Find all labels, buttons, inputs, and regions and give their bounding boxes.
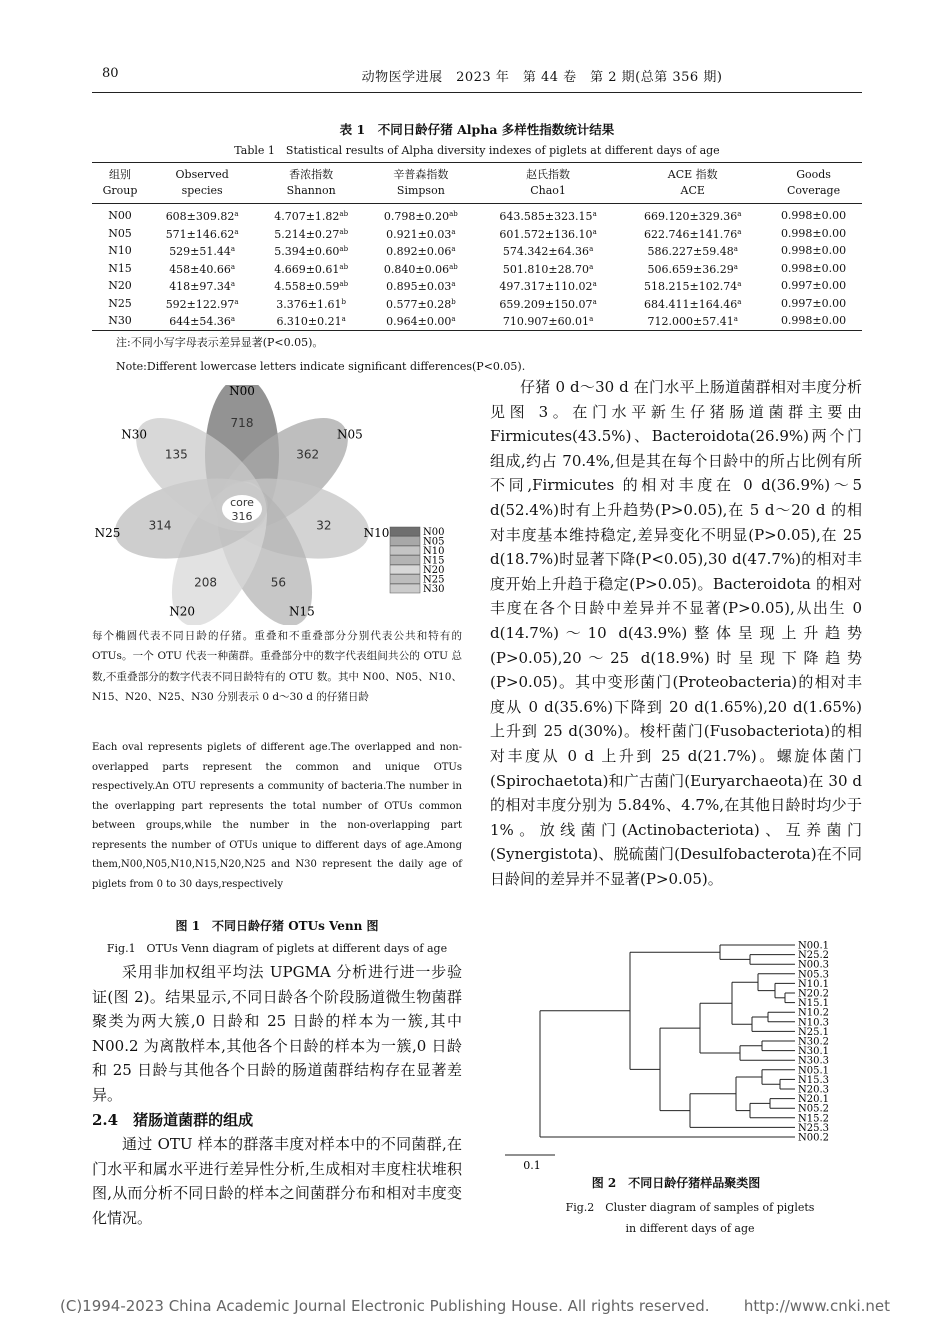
- leaf-label: N05.2: [798, 1103, 830, 1115]
- table-row: [92, 312, 862, 330]
- table-cell: 506.659±36.29$^a$: [647, 262, 738, 276]
- section-number: 2.4: [92, 1110, 119, 1129]
- table-header-6: [765, 163, 862, 204]
- leaf-label: N25.1: [798, 1026, 830, 1038]
- table-header-line: Chao1: [530, 184, 566, 197]
- leaf-label: N20.2: [798, 988, 830, 1000]
- paragraph-composition: 通过 OTU 样本的群落丰度对样本中的不同菌群,在门水平和属水平进行差异性分析,生成相对丰度柱状堆积图,从而分析不同日龄的样本之间菌群分布和相对丰度变化情况。: [92, 1135, 462, 1227]
- cnki-link[interactable]: http://www.cnki.net: [743, 1297, 890, 1315]
- leaf-label: N25.2: [798, 950, 830, 962]
- venn-group-label: N05: [337, 427, 363, 442]
- journal-info: 动物医学进展 2023 年 第 44 卷 第 2 期(总第 356 期): [361, 70, 723, 85]
- venn-unique-count: 208: [194, 575, 218, 590]
- table-cell: N30: [108, 314, 132, 327]
- table1-note-cn: 注:不同小写字母表示差异显著(P<0.05)。: [116, 336, 324, 349]
- table-row: [92, 295, 862, 313]
- legend-swatch: [390, 527, 420, 536]
- section-heading: [92, 1108, 462, 1133]
- legend-swatch: [390, 537, 420, 546]
- table-cell: 0.895±0.03$^a$: [386, 280, 456, 293]
- table1-title-cn: 表 1 不同日龄仔猪 Alpha 多样性指数统计结果: [339, 122, 615, 137]
- table1-note-en: Note:Different lowercase letters indicate significant differences(P<0.05).: [116, 360, 526, 373]
- scale-label: 0.1: [523, 1159, 541, 1172]
- venn-group-label: N20: [169, 604, 196, 619]
- table-cell: 0.892±0.06$^a$: [386, 245, 456, 258]
- table-cell: 5.214±0.27$^{ab}$: [274, 227, 349, 241]
- venn-unique-count: 32: [316, 518, 332, 533]
- venn-unique-count: 314: [148, 518, 172, 533]
- table-header-0: [92, 163, 148, 204]
- fig1-description-en: Each oval represents piglets of different age.The overlapped and non-overlapped parts represent the common and unique OTUs respectively.An OTU represents a community of bacteria.The number in the overlapping part represents the total number of OTUs common between groups,while the number in the non-overlapping part represents the number of OTUs unique to different days of age.Among them,N00,N05,N10,N15,N20,N25 and N30 represent the daily age of piglets from 0 to 30 days,respectively: [92, 742, 462, 890]
- table-header-line: Coverage: [786, 184, 841, 197]
- table-header-line: Shannon: [286, 184, 336, 197]
- table-cell: 0.998±0.00: [780, 261, 847, 275]
- table-cell: 592±122.97$^a$: [165, 297, 239, 311]
- table-cell: 0.998±0.00: [780, 244, 847, 257]
- paragraph-phylum-abundance: 仔猪 0 d～30 d 在门水平上肠道菌群相对丰度分析见图 3。在门水平新生仔猪肠道菌群主要由 Firmicutes(43.5%)、Bacteroidota(26.9%)两个门组成,约占 70.4%,但是其在每个日龄中的所占比例有所不同,Firmicutes 的相对丰度在 0 d(36.9%)～5 d(52.4%)时有上升趋势(P>0.05),在 5 d～20 d 的相对丰度基本维持稳定,差异变化不明显(P>0.05),在 25 d(18.7%)时显著下降(P<0.05),30 d(47.7%)的相对丰度开始上升趋于稳定(P>0.05)。Bacteroidota 的相对丰度在各个日龄中差异并不显著(P>0.05),从出生 0 d(14.7%)～10 d(43.9%)整体呈现上升趋势(P>0.05),20～25 d(18.9%)时呈现下降趋势(P>0.05)。其中变形菌门(Proteobacteria)的相对丰度从 0 d(35.6%)下降到 20 d(1.65%),20 d(1.65%)上升到 25 d(30%)。梭杆菌门(Fusobacteriota)的相对丰度从 0 d 上升到 25 d(21.7%)。螺旋体菌门(Spirochaetota)和广古菌门(Euryarchaeota)在 30 d 的相对丰度分别为 5.84%、4.7%,在其他日龄时均少于 1%。放线菌门(Actinobacteriota)、互养菌门(Synergistota)、脱硫菌门(Desulfobacterota)在不同日龄间的差异并不显著(P>0.05)。: [490, 378, 862, 888]
- table-header-line: Simpson: [396, 184, 445, 197]
- table-cell: 4.707±1.82$^{ab}$: [274, 210, 349, 223]
- table-header-line: ACE: [680, 184, 705, 197]
- legend-label: N10: [423, 546, 445, 557]
- table-cell: N20: [108, 279, 132, 292]
- table-cell: 712.000±57.41$^a$: [647, 315, 738, 328]
- fig2-title-cn: 图 2 不同日龄仔猪样品聚类图: [591, 1176, 761, 1190]
- table-header-line: 香浓指数: [289, 168, 334, 181]
- leaf-label: N15.3: [798, 1074, 830, 1086]
- table-header-line: 辛普森指数: [393, 168, 449, 181]
- table-cell: 586.227±59.48$^a$: [647, 245, 738, 258]
- leaf-label: N10.2: [798, 1007, 830, 1019]
- legend-swatch: [390, 546, 420, 555]
- fig2-title-en-line2: in different days of age: [625, 1222, 755, 1235]
- copyright-text: (C)1994-2023 China Academic Journal Electronic Publishing House. All rights reserved.: [60, 1297, 710, 1315]
- cluster-dendrogram: [500, 935, 862, 1175]
- table-cell: 659.209±150.07$^a$: [499, 297, 597, 311]
- table-header-2: [256, 163, 366, 204]
- legend-swatch: [390, 565, 420, 574]
- table-header-line: Group: [102, 184, 138, 197]
- leaf-label: N20.3: [798, 1084, 830, 1096]
- venn-unique-count: 135: [164, 447, 188, 462]
- table-cell: 0.997±0.00: [780, 279, 847, 292]
- legend-swatch: [390, 575, 420, 584]
- table-header-line: Observed: [175, 168, 229, 181]
- venn-unique-count: 718: [230, 416, 254, 430]
- table-row: [92, 242, 862, 260]
- legend-swatch: [390, 556, 420, 565]
- table-cell: 601.572±136.10$^a$: [499, 227, 597, 241]
- leaf-label: N25.3: [798, 1122, 830, 1134]
- table-header-line: 组别: [109, 168, 131, 181]
- legend-label: N25: [423, 574, 445, 586]
- venn-diagram: [92, 385, 462, 625]
- table-cell: 501.810±28.70$^a$: [502, 262, 594, 276]
- table-header-line: Goods: [796, 168, 831, 181]
- table-cell: N25: [108, 296, 132, 310]
- table-cell: 622.746±141.76$^a$: [644, 227, 742, 241]
- venn-group-label: N25: [94, 525, 121, 540]
- page-number: 80: [102, 66, 119, 81]
- table-row: [92, 260, 862, 278]
- table-cell: 669.120±329.36$^a$: [644, 210, 742, 223]
- table-cell: 0.998±0.00: [780, 314, 847, 327]
- legend-label: N00: [423, 527, 445, 538]
- right-column-text: [490, 375, 862, 891]
- section-title: 猪肠道菌群的组成: [133, 1110, 254, 1129]
- table-cell: 6.310±0.21$^a$: [276, 315, 346, 328]
- table-cell: 4.669±0.61$^{ab}$: [274, 262, 349, 276]
- leaf-label: N15.1: [798, 998, 830, 1010]
- table-cell: 0.577±0.28$^b$: [386, 297, 456, 311]
- table-row: [92, 225, 862, 243]
- table-cell: 574.342±64.36$^a$: [502, 245, 594, 258]
- table-cell: 571±146.62$^a$: [165, 227, 239, 241]
- table-cell: 0.997±0.00: [780, 296, 847, 310]
- legend-swatch: [390, 584, 420, 593]
- leaf-label: N30.3: [798, 1055, 830, 1067]
- venn-group-label: N15: [288, 604, 315, 619]
- table-cell: 644±54.36$^a$: [169, 315, 236, 328]
- table-cell: 5.394±0.60$^{ab}$: [274, 245, 349, 258]
- table-cell: 0.840±0.06$^{ab}$: [383, 262, 458, 276]
- table-cell: 458±40.66$^a$: [169, 262, 236, 276]
- legend-label: N30: [423, 584, 445, 595]
- leaf-label: N00.2: [798, 1132, 830, 1144]
- dendrogram-branches: [540, 945, 795, 1137]
- leaf-label: N10.3: [798, 1017, 830, 1029]
- table-cell: 0.798±0.20$^{ab}$: [383, 210, 458, 223]
- table-cell: 518.215±102.74$^a$: [644, 280, 742, 293]
- venn-group-label: N10: [363, 525, 390, 540]
- table-header-3: [366, 163, 476, 204]
- legend-label: N05: [423, 536, 445, 548]
- table-row: [92, 204, 862, 225]
- table-cell: 710.907±60.01$^a$: [502, 315, 594, 328]
- dendrogram-leaf-labels: [798, 941, 829, 1144]
- table-cell: 684.411±164.46$^a$: [644, 297, 742, 311]
- running-header: [92, 66, 862, 88]
- venn-legend: [390, 527, 444, 595]
- leaf-label: N00.3: [798, 959, 830, 971]
- table-header-line: species: [181, 184, 223, 197]
- table-cell: 608±309.82$^a$: [165, 210, 239, 223]
- table-header-row: [92, 163, 862, 204]
- copyright-footer: [60, 1297, 890, 1315]
- fig1-description-cn: 每个椭圆代表不同日龄的仔猪。重叠和不重叠部分分别代表公共和特有的 OTUs。一个 OTU 代表一种菌群。重叠部分中的数字代表组间共公的 OTU 总数,不重叠部分的数字代表不同日龄特有的 OTU 数。其中 N00、N05、N10、N15、N20、N25、N30 分别表示 0 d～30 d 的仔猪日龄: [92, 630, 462, 703]
- venn-unique-count: 56: [270, 575, 287, 590]
- table-row: [92, 277, 862, 295]
- table-cell: 4.558±0.59$^{ab}$: [274, 280, 349, 293]
- table-cell: N00: [108, 209, 132, 222]
- table-cell: 3.376±1.61$^b$: [276, 297, 346, 311]
- venn-core-value: 316: [231, 510, 253, 523]
- table1-title-en: Table 1 Statistical results of Alpha diversity indexes of piglets at different days of age: [234, 144, 720, 157]
- fig2-title-en-line1: Fig.2 Cluster diagram of samples of piglets: [565, 1201, 815, 1214]
- legend-label: N15: [423, 555, 445, 567]
- fig2-title-en: [490, 1197, 890, 1239]
- leaf-label: N15.2: [798, 1113, 830, 1125]
- table-cell: 529±51.44$^a$: [169, 245, 236, 258]
- table-cell: N05: [108, 226, 132, 240]
- table-cell: 497.317±110.02$^a$: [499, 280, 597, 293]
- header-rule: [92, 92, 862, 93]
- leaf-label: N30.2: [798, 1036, 830, 1048]
- leaf-label: N00.1: [798, 940, 830, 952]
- paragraph-upgma: 采用非加权组平均法 UPGMA 分析进行进一步验证(图 2)。结果显示,不同日龄各个阶段肠道微生物菌群聚类为两大簇,0 日龄和 25 日龄的样本为一簇,其中 N00.2 为离散样本,其他各个日龄的样本为一簇,0 日龄和 25 日龄与其他各个日龄的肠道菌群结构存在显著差异。: [92, 963, 462, 1104]
- table-cell: N15: [108, 261, 132, 275]
- venn-group-label: N30: [121, 427, 147, 442]
- fig1-title-en: Fig.1 OTUs Venn diagram of piglets at different days of age: [106, 942, 448, 955]
- table-header-line: 赵氏指数: [526, 168, 571, 181]
- table-header-4: [476, 163, 621, 204]
- table-cell: 0.998±0.00: [780, 226, 847, 240]
- leaf-label: N20.1: [798, 1094, 830, 1106]
- legend-label: N20: [423, 565, 445, 576]
- venn-group-label: N00: [229, 385, 255, 398]
- venn-unique-count: 362: [296, 447, 320, 462]
- table-header-5: [620, 163, 765, 204]
- table-cell: N10: [108, 244, 132, 257]
- table-cell: 0.921±0.03$^a$: [386, 227, 456, 241]
- leaf-label: N05.1: [798, 1065, 830, 1077]
- leaf-label: N10.1: [798, 978, 830, 990]
- table-cell: 0.964±0.00$^a$: [386, 315, 456, 328]
- table-header-line: ACE 指数: [667, 168, 718, 181]
- leaf-label: N30.1: [798, 1046, 830, 1058]
- fig1-title-cn: 图 1 不同日龄仔猪 OTUs Venn 图: [175, 919, 379, 933]
- left-column-text: [92, 960, 462, 1231]
- table-header-1: [148, 163, 256, 204]
- venn-core-label: core: [230, 496, 254, 509]
- leaf-label: N05.3: [798, 969, 830, 981]
- table-cell: 0.998±0.00: [780, 209, 847, 222]
- table-cell: 643.585±323.15$^a$: [499, 210, 597, 223]
- alpha-diversity-table: [92, 162, 862, 331]
- table-cell: 418±97.34$^a$: [169, 280, 236, 293]
